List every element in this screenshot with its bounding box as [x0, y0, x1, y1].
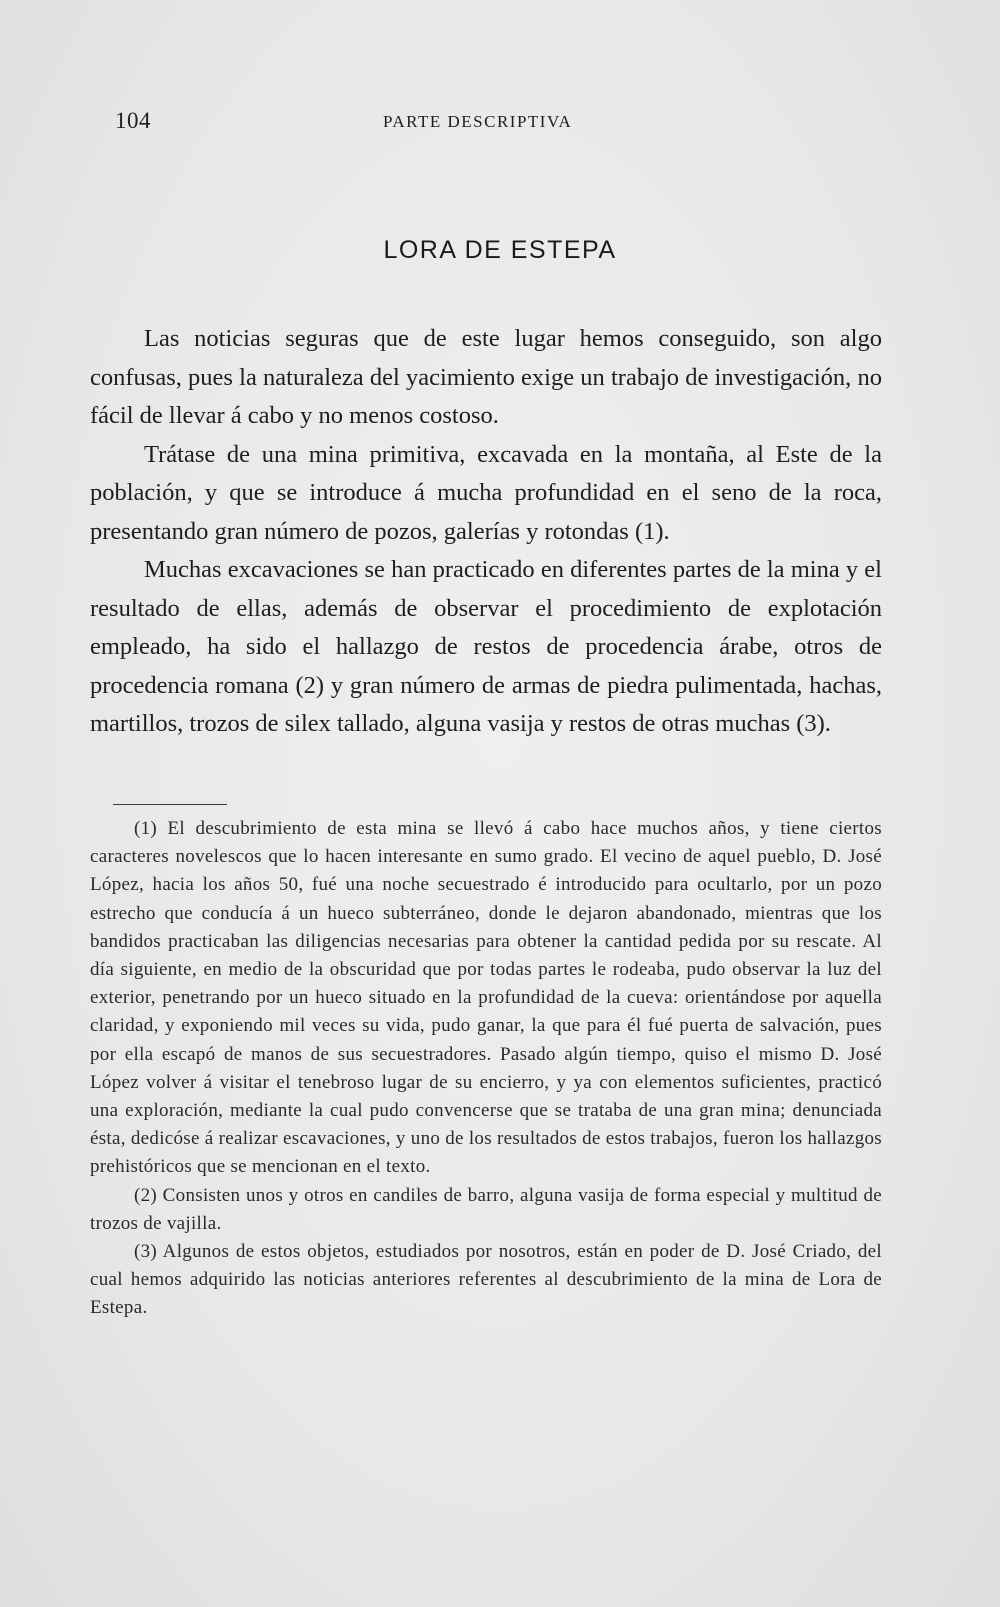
- footnote-1: (1) El descubrimiento de esta mina se llevó á cabo hace muchos años, y tiene ciertos caracteres novelescos que lo hacen interesante en sumo grado. El vecino de aquel pueblo, D. José López, hacia los años 50, fué una noche secuestrado é introducido para ocultarlo, por un pozo estrecho que conducía á un hueco subterráneo, donde le dejaron abandonado, mientras que los bandidos practicaban las diligencias necesarias para obtener la cantidad pedida por su rescate. Al día siguiente, en medio de la obscuridad que por todas partes le rodeaba, pudo observar la luz del exterior, penetrando por un hueco situado en la profundidad de la cueva: orientándose por aquella claridad, y exponiendo mil veces su vida, pudo ganar, la que para él fué puerta de salvación, pues por ella escapó de manos de sus secuestradores. Pasado algún tiempo, quiso el mismo D. José López volver á visitar el tenebroso lugar de su encierro, y ya con elementos suficientes, practicó una exploración, mediante la cual pudo convencerse que se trataba de una gran mina; denunciada ésta, dedicóse á realizar escavaciones, y uno de los resultados de estos trabajos, fueron los hallazgos prehistóricos que se mencionan en el texto.: [90, 818, 882, 1178]
- running-head: [115, 108, 885, 148]
- footnote-separator: [113, 804, 227, 805]
- footnote-2: (2) Consisten unos y otros en candiles de barro, alguna vasija de forma especial y multitud de trozos de vajilla.: [90, 1184, 882, 1234]
- footnotes: [90, 815, 882, 1323]
- section-title: LORA DE ESTEPA: [383, 236, 617, 264]
- body-paragraph: Las noticias seguras que de este lugar hemos conseguido, son algo confusas, pues la naturaleza del yacimiento exige un trabajo de investigación, no fácil de llevar á cabo y no menos costoso.: [90, 325, 882, 429]
- body-paragraph: Trátase de una mina primitiva, excavada en la montaña, al Este de la población, y que se introduce á mucha profundidad en el seno de la roca, presentando gran número de pozos, galerías y rotondas (1).: [90, 440, 882, 545]
- body-text: [90, 320, 882, 744]
- body-paragraph: Muchas excavaciones se han practicado en diferentes partes de la mina y el resultado de ellas, además de observar el procedimiento de explotación empleado, ha sido el hallazgo de restos de procedencia árabe, otros de procedencia romana (2) y gran número de armas de piedra pulimentada, hachas, martillos, trozos de silex tallado, alguna vasija y restos de otras muchas (3).: [90, 556, 882, 737]
- page-number: 104: [115, 108, 151, 133]
- footnote-3: (3) Algunos de estos objetos, estudiados por nosotros, están en poder de D. José Criado, del cual hemos adquirido las noticias anteriores referentes al descubrimiento de la mina de Lora de Estepa.: [90, 1241, 882, 1319]
- running-title: PARTE DESCRIPTIVA: [383, 112, 573, 131]
